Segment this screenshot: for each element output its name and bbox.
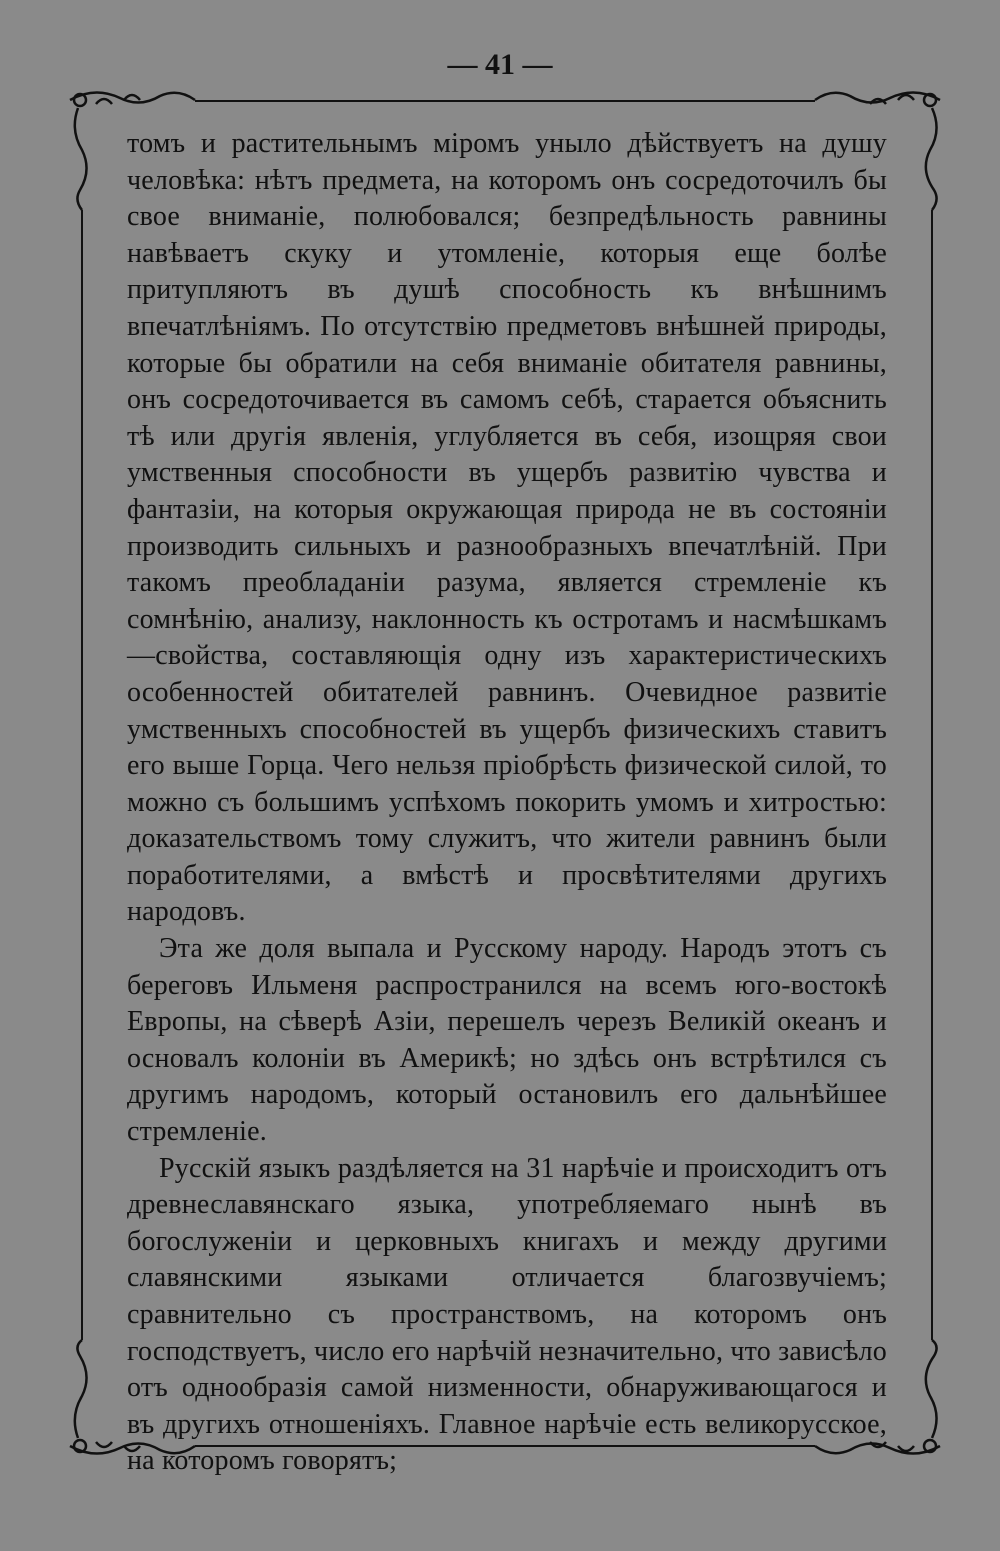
paragraph-3: Русскій языкъ раздѣляется на 31 нарѣчіе и происходитъ отъ древнеславянскаго языка, употребляемаго нынѣ въ богослуженіи и церковныхъ книгахъ и между другими славянскими языками отличается благозвучіемъ; сравнительно съ пространствомъ, на которомъ онъ господствуетъ, число его нарѣчій незначительно, что зависѣло отъ однообразія самой низменности, обнаруживающагося и въ другихъ отношеніяхъ. Главное нарѣчіе есть великорусское, на которомъ говорятъ; [127,1152,887,1477]
body-text [127,126,887,1480]
paragraph-2: Эта же доля выпала и Русскому народу. Народъ этотъ съ береговъ Ильменя распространился на всемъ юго-востокѣ Европы, на сѣверѣ Азіи, перешелъ черезъ Великій океанъ и основалъ колоніи въ Америкѣ; но здѣсь онъ встрѣтился съ другимъ народомъ, который остановилъ его дальнѣйшее стремленіе. [127,933,887,1148]
page-number: — 41 — [447,48,553,81]
paragraph-1: томъ и растительнымъ міромъ уныло дѣйствуетъ на душу человѣка: нѣтъ предмета, на которомъ онъ сосредоточилъ бы свое вниманіе, полюбовался; безпредѣльность равнины навѣваетъ скуку и утомленіе, которыя еще болѣе притупляютъ въ душѣ способность къ внѣшнимъ впечатлѣніямъ. По отсутствію предметовъ внѣшней природы, которые бы обратили на себя вниманіе обитателя равнины, онъ сосредоточивается въ самомъ себѣ, старается объяснить тѣ или другія явленія, углубляется въ себя, изощряя свои умственныя способности въ ущербъ развитію чувства и фантазіи, на которыя окружающая природа не въ состояніи производить сильныхъ и разнообразныхъ впечатлѣній. При такомъ преобладаніи разума, является стремленіе къ сомнѣнію, анализу, наклонность къ остротамъ и насмѣшкамъ—свойства, составляющія одну изъ характеристическихъ особенностей обитателей равнинъ. Очевидное развитіе умственныхъ способностей въ ущербъ физическихъ ставитъ его выше Горца. Чего нельзя пріобрѣсть физической силой, то можно съ большимъ успѣхомъ покорить умомъ и хитростью: доказательствомъ тому служитъ, что жители равнинъ были поработителями, а вмѣстѣ и просвѣтителями другихъ народовъ. [127,128,887,928]
